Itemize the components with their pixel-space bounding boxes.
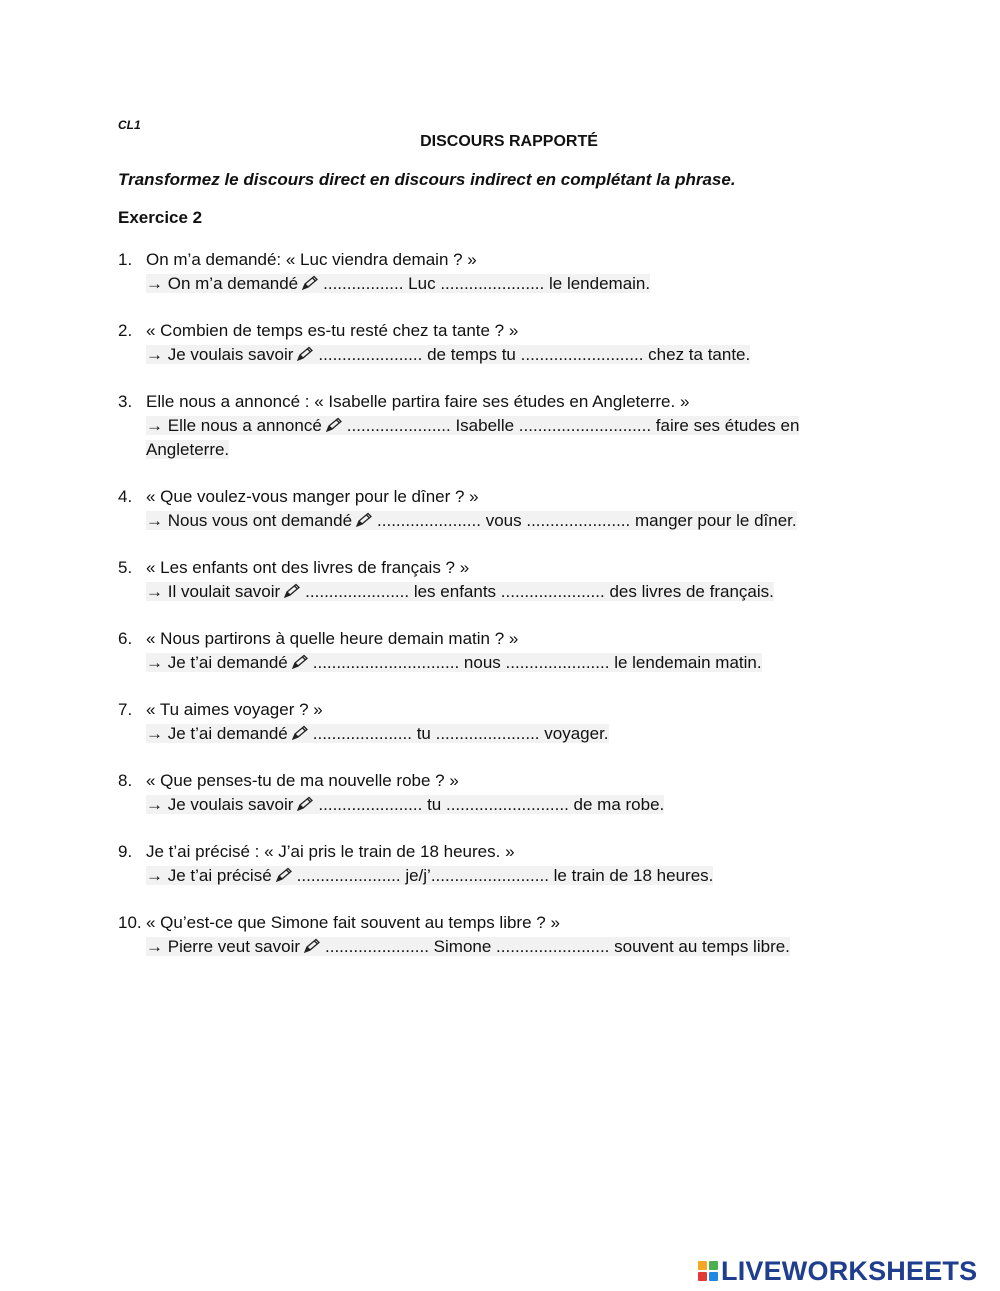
answer-prefix: On m’a demandé (167, 274, 299, 293)
answer-prefix: Je voulais savoir (167, 795, 294, 814)
item-answer-line (146, 580, 774, 604)
answer-suffix: souvent au temps libre. (614, 937, 790, 956)
answer-middle: vous (485, 511, 522, 530)
arrow-icon: → (146, 511, 163, 530)
answer-blank-2[interactable]: .......................... (520, 345, 644, 364)
answer-blank-1[interactable]: ...................... (346, 416, 451, 435)
answer-blank-2[interactable]: ...................... (440, 274, 545, 293)
item-number: 2. (118, 321, 133, 340)
item-number: 3. (118, 392, 133, 411)
answer-middle: Simone (433, 937, 492, 956)
answer-blank-2[interactable]: ...................... (526, 511, 631, 530)
pencil-icon (291, 724, 309, 740)
answer-blank-1[interactable]: ...................... (325, 937, 429, 956)
item-answer-line (146, 509, 797, 533)
item-number: 7. (118, 700, 133, 719)
pencil-icon (296, 795, 314, 811)
item-answer-line (146, 722, 609, 746)
item-answer-line (146, 793, 664, 817)
answer-blank-2[interactable]: ...................... (500, 582, 605, 601)
answer-suffix: chez ta tante. (648, 345, 751, 364)
answer-blank-2[interactable]: .......................... (445, 795, 569, 814)
arrow-icon: → (146, 653, 163, 672)
pencil-icon (283, 582, 301, 598)
instruction: Transformez le discours direct en discours indirect en complétant la phrase. (118, 170, 736, 189)
pencil-icon (291, 653, 309, 669)
item-question: Elle nous a annoncé : « Isabelle partira faire ses études en Angleterre. » (146, 392, 690, 411)
answer-blank-1[interactable]: ..................... (312, 724, 412, 743)
item-answer-continuation (146, 438, 229, 462)
answer-suffix-line2: Angleterre. (146, 440, 230, 459)
pencil-icon (325, 416, 343, 432)
answer-blank-1[interactable]: ............................... (312, 653, 460, 672)
answer-blank-2[interactable]: ............................ (518, 416, 652, 435)
item-answer-line (146, 651, 762, 675)
answer-suffix: voyager. (544, 724, 609, 743)
pencil-icon (296, 345, 314, 361)
arrow-icon: → (146, 274, 163, 293)
answer-suffix: manger pour le dîner. (635, 511, 797, 530)
answer-blank-2[interactable]: ...................... (505, 653, 610, 672)
arrow-icon: → (146, 345, 163, 364)
item-number: 4. (118, 487, 133, 506)
logo-square-3 (698, 1272, 707, 1281)
answer-suffix: le lendemain. (548, 274, 651, 293)
answer-prefix: Il voulait savoir (167, 582, 281, 601)
answer-middle: tu (416, 724, 431, 743)
item-answer-line (146, 414, 799, 438)
logo-square-1 (698, 1261, 707, 1270)
item-question: « Que penses-tu de ma nouvelle robe ? » (146, 771, 459, 790)
item-answer-line (146, 864, 713, 888)
item-answer-line (146, 343, 750, 367)
answer-suffix: de ma robe. (573, 795, 665, 814)
answer-blank-2[interactable]: ........................ (496, 937, 610, 956)
arrow-icon: → (146, 416, 163, 435)
arrow-icon: → (146, 724, 163, 743)
answer-middle: je/j’......................... (405, 866, 549, 885)
answer-blank-1[interactable]: ...................... (377, 511, 481, 530)
answer-suffix: des livres de français. (609, 582, 774, 601)
pencil-icon (275, 866, 293, 882)
pencil-icon (303, 937, 321, 953)
item-answer-line (146, 272, 650, 296)
liveworksheets-logo-icon (698, 1261, 718, 1281)
answer-blank-1[interactable]: ...................... (318, 345, 423, 364)
answer-suffix: le train de 18 heures. (553, 866, 714, 885)
answer-blank-1[interactable]: ...................... (305, 582, 410, 601)
answer-middle: de temps tu (427, 345, 516, 364)
logo-square-4 (709, 1272, 718, 1281)
answer-prefix: Je t’ai précisé (167, 866, 272, 885)
exercise-title: Exercice 2 (118, 208, 203, 227)
item-question: Je t’ai précisé : « J’ai pris le train de 18 heures. » (146, 842, 515, 861)
pencil-icon (301, 274, 319, 290)
arrow-icon: → (146, 582, 163, 601)
answer-prefix: Nous vous ont demandé (167, 511, 353, 530)
arrow-icon: → (146, 795, 163, 814)
item-question: « Qu’est-ce que Simone fait souvent au temps libre ? » (146, 913, 560, 932)
item-number: 10. (118, 913, 142, 932)
item-number: 9. (118, 842, 133, 861)
arrow-icon: → (146, 866, 163, 885)
answer-prefix: Je voulais savoir (167, 345, 294, 364)
item-answer-line (146, 935, 790, 959)
answer-prefix: Je t’ai demandé (167, 724, 288, 743)
answer-suffix: le lendemain matin. (614, 653, 762, 672)
item-number: 5. (118, 558, 133, 577)
item-question: On m’a demandé: « Luc viendra demain ? » (146, 250, 477, 269)
item-number: 1. (118, 250, 133, 269)
answer-middle: les enfants (413, 582, 497, 601)
answer-middle: Luc (408, 274, 436, 293)
answer-middle: tu (427, 795, 442, 814)
answer-blank-2[interactable]: ...................... (435, 724, 540, 743)
level-code: CL1 (118, 118, 141, 132)
answer-suffix: faire ses études en (655, 416, 800, 435)
item-question: « Tu aimes voyager ? » (146, 700, 323, 719)
answer-middle: Isabelle (455, 416, 515, 435)
item-question: « Les enfants ont des livres de français ? » (146, 558, 470, 577)
answer-blank-1[interactable]: ................. (323, 274, 404, 293)
page-title: DISCOURS RAPPORTÉ (420, 133, 598, 150)
arrow-icon: → (146, 937, 163, 956)
logo-square-2 (709, 1261, 718, 1270)
answer-blank-1[interactable]: ...................... (296, 866, 401, 885)
answer-prefix: Je t’ai demandé (167, 653, 288, 672)
answer-prefix: Elle nous a annoncé (167, 416, 322, 435)
answer-middle: nous (463, 653, 501, 672)
item-question: « Combien de temps es-tu resté chez ta tante ? » (146, 321, 519, 340)
item-number: 8. (118, 771, 133, 790)
answer-prefix: Pierre veut savoir (167, 937, 301, 956)
answer-blank-1[interactable]: ...................... (318, 795, 423, 814)
item-question: « Que voulez-vous manger pour le dîner ? » (146, 487, 479, 506)
item-question: « Nous partirons à quelle heure demain matin ? » (146, 629, 519, 648)
liveworksheets-logo (698, 1256, 977, 1286)
logo-text: LIVEWORKSHEETS (721, 1255, 978, 1286)
pencil-icon (355, 511, 373, 527)
item-number: 6. (118, 629, 133, 648)
